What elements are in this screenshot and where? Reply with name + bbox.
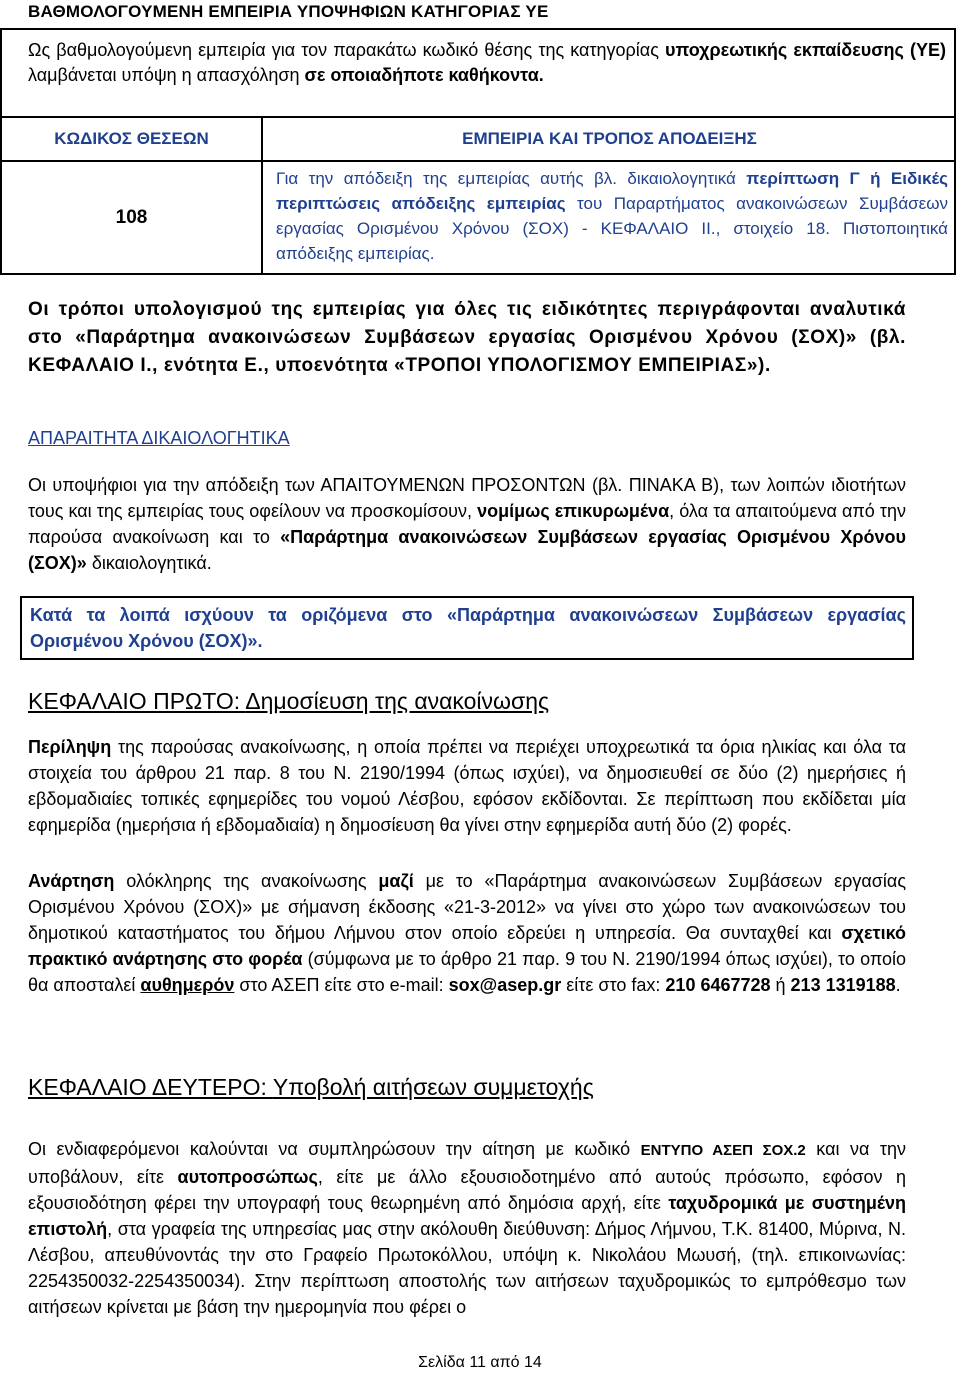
chapter1-paragraph-1	[28, 734, 906, 838]
p2-text-5: είτε στο fax:	[561, 975, 666, 995]
intro-text: Ως βαθμολογούμενη εμπειρία για τον παρακάτω κωδικό θέσης της κατηγορίας	[28, 40, 665, 60]
desc-text-2: του Παραρτήματος ανακοινώσεων Συμβάσεων εργασίας Ορισμένου Χρόνου (ΣΟΧ) - ΚΕΦΑΛΑΙΟ ΙΙ.	[276, 194, 948, 238]
methods-paragraph: Οι τρόποι υπολογισμού της εμπειρίας για όλες τις ειδικότητες περιγράφονται αναλυτικά στο «Παράρτημα ανακοινώσεων Συμβάσεων εργασίας Ορισμένου Χρόνου (ΣΟΧ)» (βλ. ΚΕΦΑΛΑΙΟ Ι., ενότητα Ε., υποενότητα «ΤΡΟΠΟΙ ΥΠΟΛΟΓΙΣΜΟΥ ΕΜΠΕΙΡΙΑΣ»).	[28, 299, 906, 376]
chapter2-prefix: ΚΕΦΑΛΑΙΟ ΔΕΥΤΕΡΟ:	[28, 1074, 273, 1100]
chapter2-paragraph	[28, 1136, 906, 1320]
chapter1-paragraph-2	[28, 868, 906, 998]
chapter1-heading	[28, 688, 549, 715]
required-docs-paragraph	[28, 472, 906, 576]
req-bold-certified: νομίμως επικυρωμένα	[477, 501, 670, 521]
table-cell-code: 108	[115, 207, 148, 228]
p2-bold-sameday: αυθημερόν	[140, 975, 235, 995]
fax-number-1: 210 6467728	[665, 975, 771, 995]
p2-bold-together: μαζί	[378, 871, 414, 891]
chapter2-title: Υποβολή αιτήσεων συμμετοχής	[272, 1074, 594, 1100]
table-header-codes: ΚΩΔΙΚΟΣ ΘΕΣΕΩΝ	[54, 129, 209, 148]
desc-text-1: Για την απόδειξη της εμπειρίας αυτής βλ. δικαιολογητικά	[276, 169, 747, 188]
chapter1-prefix: ΚΕΦΑΛΑΙΟ ΠΡΩΤΟ:	[28, 688, 246, 714]
p2-text-3: (σύμφωνα με το άρθρο 21 παρ. 9 του Ν. 2190/1994 όπως ισχύει), το οποίο θα αποσταλεί	[28, 949, 907, 995]
email-address: sox@asep.gr	[448, 975, 562, 995]
c2-bold-registered-mail: ταχυδρομικά με συστημένη επιστολή	[28, 1193, 906, 1239]
p2-bold-posting: Ανάρτηση	[28, 871, 115, 891]
required-docs-heading-text: ΑΠΑΡΑΙΤΗΤΑ ΔΙΚΑΙΟΛΟΓΗΤΙΚΑ	[28, 428, 290, 448]
required-docs-heading	[28, 428, 290, 449]
p2-text-2: με το «Παράρτημα ανακοινώσεων Συμβάσεων εργασίας Ορισμένου Χρόνου (ΣΟΧ)» με σήμανση έκδοσης «21-3-2012» να γίνει στο χώρο των ανακοινώσεων του δημοτικού καταστήματος του δήμου Λήμνου στον οποίο εδρεύει η υπηρεσία. Θα συνταχθεί και	[28, 871, 906, 943]
c2-text-4: , στα γραφεία της υπηρεσίας μας στην ακόλουθη διεύθυνση: Δήμος Λήμνου, Τ.Κ. 81400, Μύρινα, Ν. Λέσβου, απευθύνοντάς την στο Γραφείο Πρωτοκόλλου, υπόψη κ. Νικολάου Μωυσή, (τηλ. επικοινωνίας: 2254350032-2254350034). Στην περίπτωση αποστολής των αιτήσεων ταχυδρομικώς το εμπρόθεσμο των αιτήσεων κρίνεται με βάση την ημερομηνία που φέρει ο	[28, 1219, 906, 1317]
p2-text-7: .	[895, 975, 901, 995]
p2-text-1: ολόκληρης της ανακοίνωσης	[114, 871, 379, 891]
chapter2-heading	[28, 1074, 594, 1101]
desc-bold-case: περίπτωση Γ ή Ειδικές περιπτώσεις απόδειξης εμπειρίας	[276, 169, 949, 213]
chapter1-title: Δημοσίευση της ανακοίνωσης	[245, 688, 550, 714]
form-code: ΕΝΤΥΠΟ ΑΣΕΠ ΣΟΧ.2	[640, 1142, 806, 1159]
desc-text-3: , στοιχείο 18. Πιστοποιητικά απόδειξης εμπειρίας.	[276, 219, 948, 263]
table-cell-description	[276, 166, 948, 266]
intro-text-2: λαμβάνεται υπόψη η απασχόληση	[28, 65, 305, 85]
c2-text-2: και να την υποβάλουν, είτε	[28, 1139, 907, 1187]
req-text-3: δικαιολογητικά.	[86, 553, 212, 573]
p1-bold-summary: Περίληψη	[28, 737, 112, 757]
c2-bold-in-person: αυτοπροσώπως	[177, 1167, 318, 1187]
c2-text-3: , είτε με άλλο εξουσιοδοτημένο από αυτούς πρόσωπο, εφόσον η εξουσιοδότηση φέρει την υπογραφή τους θεωρημένη από δημόσια αρχή, είτε	[28, 1167, 906, 1213]
fax-number-2: 213 1319188	[790, 975, 896, 995]
experience-table	[0, 118, 956, 275]
notice-box: Κατά τα λοιπά ισχύουν τα οριζόμενα στο «Παράρτημα ανακοινώσεων Συμβάσεων εργασίας Ορισμένου Χρόνου (ΣΟΧ)».	[20, 596, 914, 660]
page-number: Σελίδα 11 από 14	[418, 1354, 542, 1371]
req-bold-annex: «Παράρτημα ανακοινώσεων Συμβάσεων εργασίας Ορισμένου Χρόνου (ΣΟΧ)»	[28, 527, 906, 573]
page-title: ΒΑΘΜΟΛΟΓΟΥΜΕΝΗ ΕΜΠΕΙΡΙΑ ΥΠΟΨΗΦΙΩΝ ΚΑΤΗΓΟΡΙΑΣ ΥΕ	[28, 2, 549, 21]
table-header-experience: ΕΜΠΕΙΡΙΑ ΚΑΙ ΤΡΟΠΟΣ ΑΠΟΔΕΙΞΗΣ	[462, 129, 757, 148]
intro-bold-duties: σε οποιαδήποτε καθήκοντα.	[304, 65, 544, 85]
p2-text-6: ή	[770, 975, 791, 995]
p2-text-4: στο ΑΣΕΠ είτε στο e-mail:	[234, 975, 449, 995]
c2-text-1: Οι ενδιαφερόμενοι καλούνται να συμπληρώσουν την αίτηση με κωδικό	[28, 1139, 641, 1159]
req-text-1: Οι υποψήφιοι για την απόδειξη των ΑΠΑΙΤΟΥΜΕΝΩΝ ΠΡΟΣΟΝΤΩΝ (βλ. ΠΙΝΑΚΑ Β), των λοιπών ιδιοτήτων τους και της εμπειρίας τους οφείλουν να προσκομίσουν,	[28, 475, 906, 521]
p1-text: της παρούσας ανακοίνωσης, η οποία πρέπει να περιέχει υποχρεωτικά τα όρια ηλικίας και όλα τα στοιχεία του άρθρου 21 παρ. 8 του Ν. 2190/1994 (όπως ισχύει), να δημοσιευθεί σε δύο (2) ημερήσιες ή εβδομαδιαίες τοπικές εφημερίδες του νομού Λέσβου, εφόσον εκδίδονται. Σε περίπτωση που εκδίδεται μία εφημερίδα (ημερήσια ή εβδομαδιαία) η δημοσίευση θα γίνει στην εφημερίδα αυτή δύο (2) φορές.	[28, 737, 906, 835]
intro-bold-category: υποχρεωτικής εκπαίδευσης (ΥΕ)	[664, 40, 947, 60]
intro-box	[0, 28, 956, 118]
p2-bold-record: σχετικό πρακτικό ανάρτησης στο φορέα	[28, 923, 906, 969]
req-text-2: , όλα τα απαιτούμενα από την παρούσα ανακοίνωση και το	[28, 501, 907, 547]
